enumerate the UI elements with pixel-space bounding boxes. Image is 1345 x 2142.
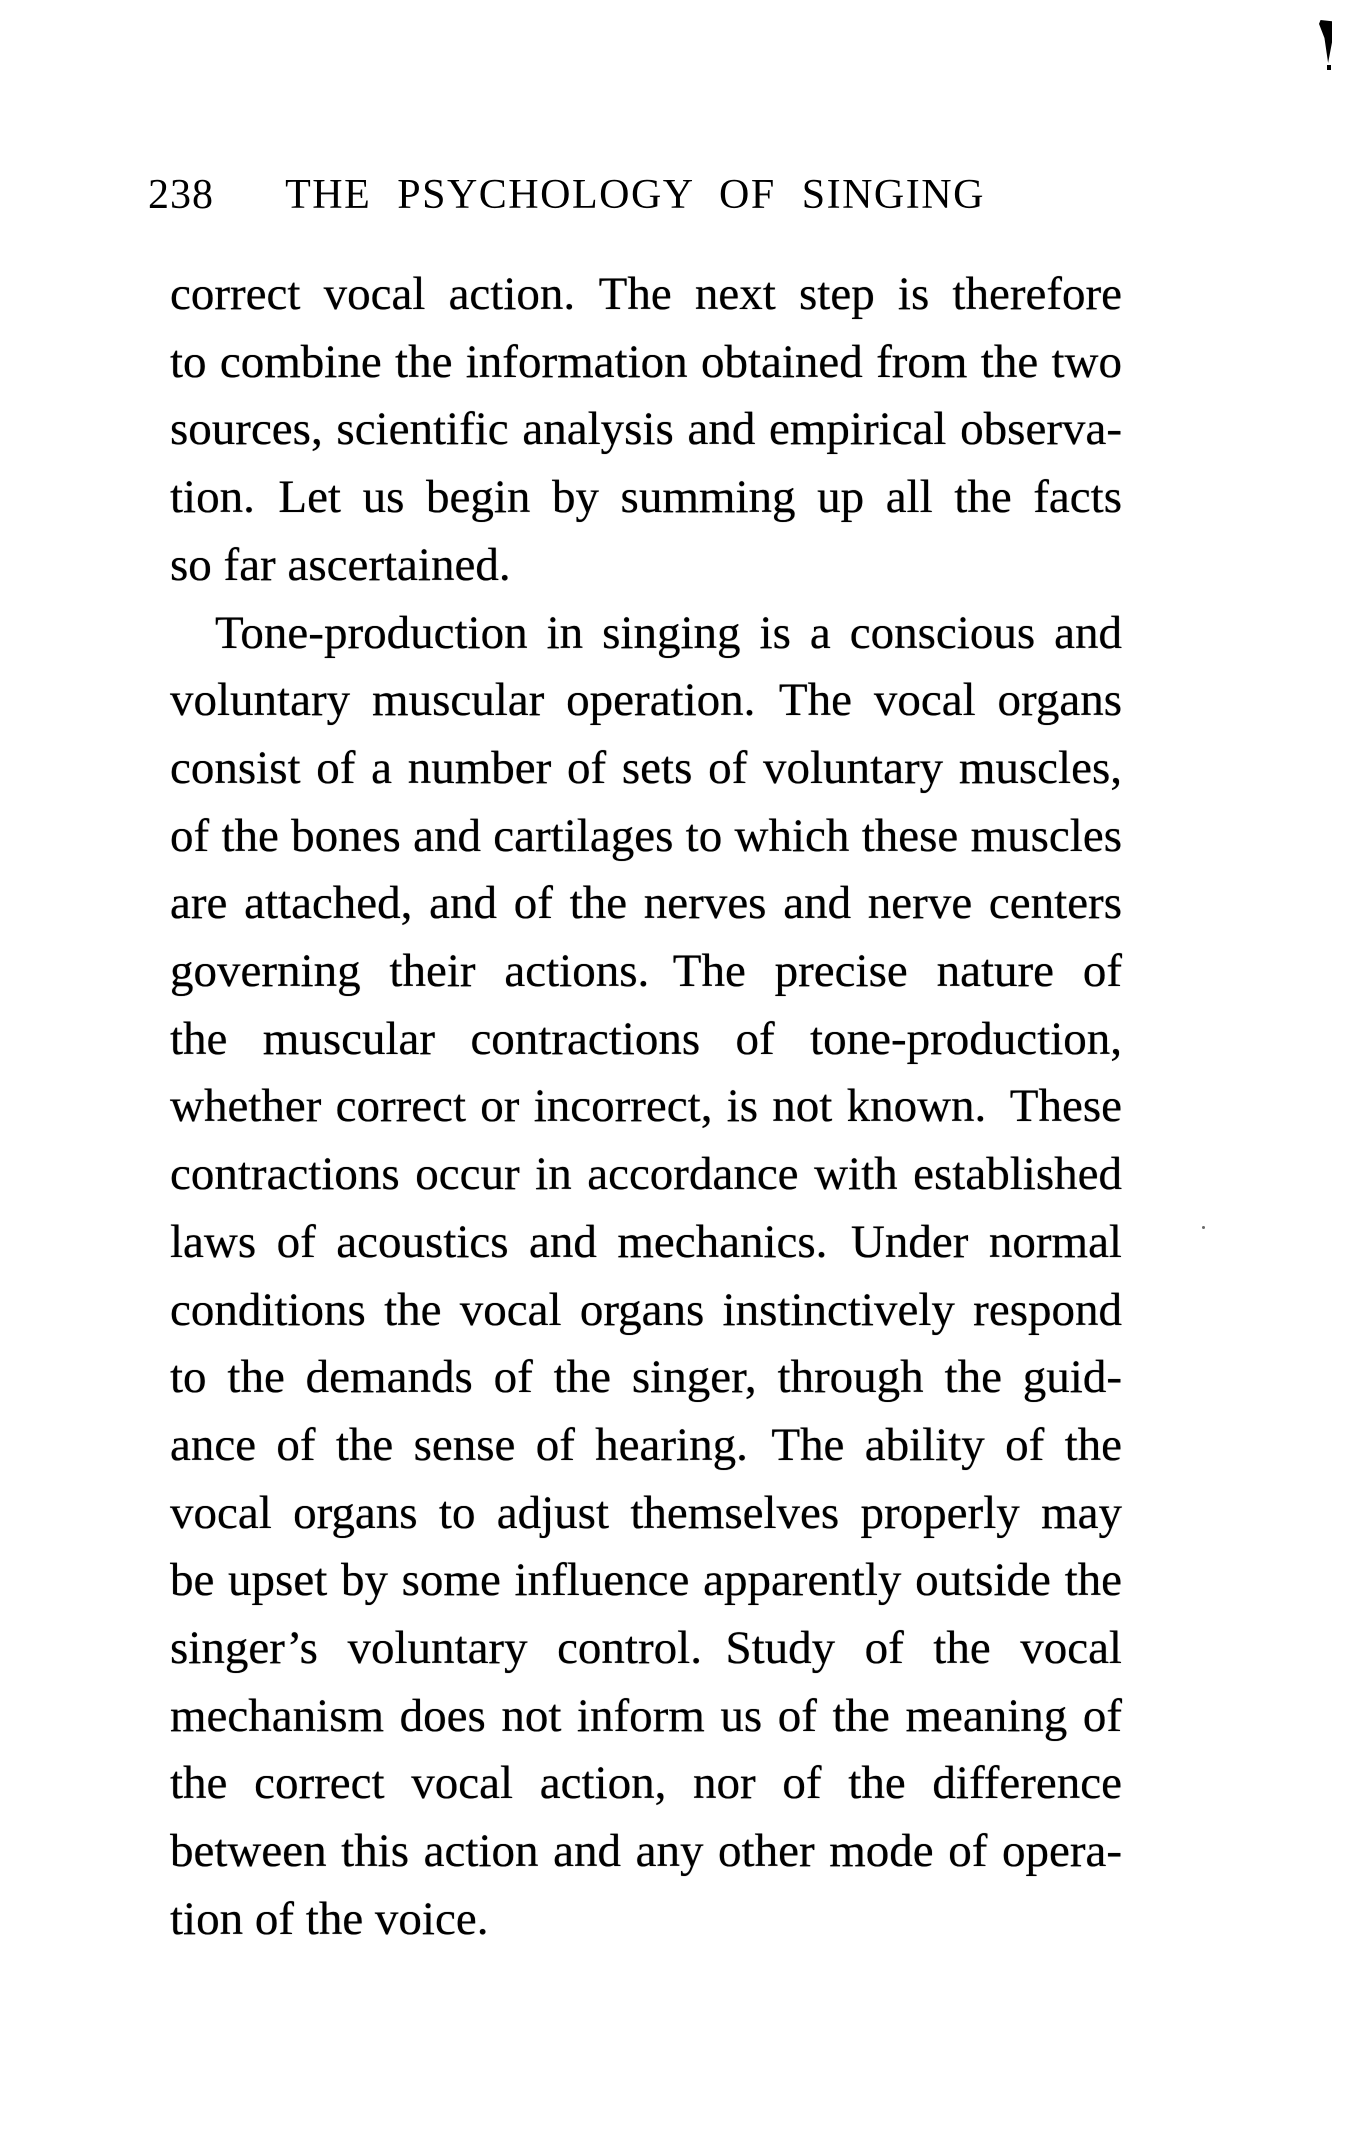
running-head-title: THE PSYCHOLOGY OF SINGING (285, 172, 985, 218)
page-header (148, 174, 1122, 224)
text-line: conditions the vocal organs instinctively respond (170, 1283, 1122, 1336)
text-line: Tone-production in singing is a conscious and (215, 606, 1122, 659)
text-line: governing their actions. The precise nature of (170, 945, 1122, 998)
scan-artifact-corner-dot (1327, 65, 1331, 70)
scan-artifact-speck (1202, 1226, 1205, 1229)
text-line: consist of a number of sets of voluntary muscles, (170, 741, 1122, 794)
text-line: to the demands of the singer, through the guid- (170, 1351, 1122, 1404)
text-line: voluntary muscular operation. The vocal organs (170, 674, 1122, 727)
text-line: contractions occur in accordance with established (170, 1148, 1122, 1201)
text-line: laws of acoustics and mechanics. Under normal (170, 1215, 1122, 1268)
text-line: vocal organs to adjust themselves properly may (170, 1486, 1122, 1539)
text-line: mechanism does not inform us of the meaning of (170, 1689, 1122, 1742)
text-line: to combine the information obtained from the two (170, 335, 1122, 388)
text-line: correct vocal action. The next step is therefore (170, 268, 1122, 320)
text-line: singer’s voluntary control. Study of the vocal (170, 1622, 1122, 1675)
text-line: the muscular contractions of tone-production, (170, 1012, 1122, 1065)
page-body (170, 261, 1122, 1954)
text-line: tion of the voice. (170, 1892, 489, 1945)
text-line: the correct vocal action, nor of the difference (170, 1757, 1122, 1810)
text-line: of the bones and cartilages to which these muscles (170, 809, 1122, 862)
page-number: 238 (148, 172, 214, 218)
text-line: between this action and any other mode of opera- (170, 1825, 1122, 1878)
scan-artifact-corner-mark (1319, 20, 1332, 63)
text-line: whether correct or incorrect, is not known. These (170, 1080, 1122, 1133)
text-line: so far ascertained. (170, 538, 511, 591)
text-line: are attached, and of the nerves and nerve centers (170, 877, 1122, 930)
text-line: be upset by some influence apparently outside the (170, 1554, 1122, 1607)
text-line: ance of the sense of hearing. The ability of the (170, 1418, 1122, 1471)
text-line: sources, scientific analysis and empirical observa- (170, 403, 1122, 456)
text-line: tion. Let us begin by summing up all the facts (170, 471, 1122, 524)
